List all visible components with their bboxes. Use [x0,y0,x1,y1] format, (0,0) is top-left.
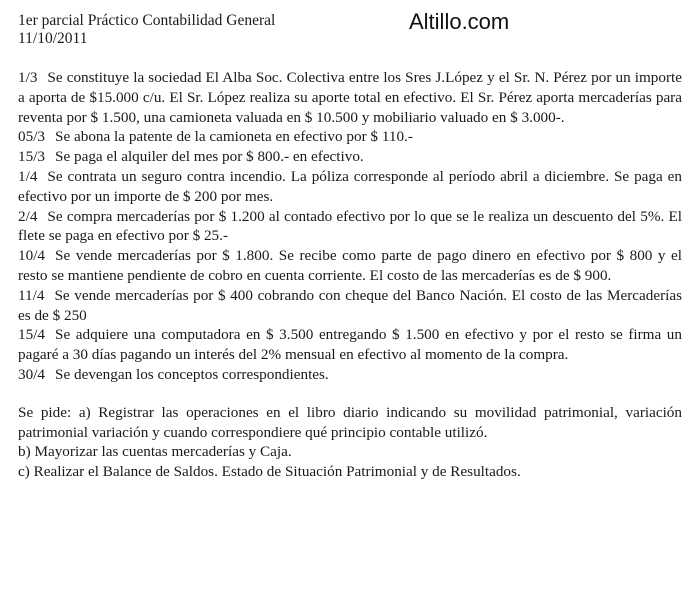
document-header [18,12,275,48]
operation-date: 15/4 [18,326,46,344]
operation-date: 15/3 [18,148,46,166]
operation-text: Se devengan los conceptos correspondientes. [55,365,329,383]
operation-date: 11/4 [18,286,45,304]
operation-text: Se compra mercaderías por $ 1.200 al contado efectivo por lo que se le realiza un descuento del 5%. El flete se paga en efectivo por $ 25.- [18,207,682,245]
operation-text: Se adquiere una computadora en $ 3.500 entregando $ 1.500 en efectivo y por el resto se firma un pagaré a 30 días pagando un interés del 2% mensual en efectivo al momento de la compra. [18,326,682,364]
section-spacer [18,385,682,403]
operation-text: Se paga el alquiler del mes por $ 800.- en efectivo. [55,148,364,166]
operation-date: 2/4 [18,207,38,225]
task-b: b) Mayorizar las cuentas mercaderías y Caja. [18,443,292,461]
operation-item [18,365,682,385]
operation-text: Se constituye la sociedad El Alba Soc. Colectiva entre los Sres J.López y el Sr. N. Pérez por un importe a aporta de $15.000 c/u. El Sr. López realiza su aporte total en efectivo. El Sr. Pérez aporta mercaderías para reventa por $ 1.500, una camioneta valuada en $ 10.500 y mobiliario valuado en $ 3.000-. [18,69,682,126]
exam-body [18,68,682,482]
operation-text: Se vende mercaderías por $ 400 cobrando con cheque del Banco Nación. El costo de las Mercaderías es de $ 250 [18,286,682,324]
task-c: c) Realizar el Balance de Saldos. Estado de Situación Patrimonial y de Resultados. [18,463,521,481]
operation-item [18,68,682,127]
operation-item [18,286,682,326]
operation-item [18,207,682,247]
watermark-brand: Altillo.com [409,9,510,34]
operation-item [18,147,682,167]
operation-date: 1/4 [18,167,38,185]
operation-date: 10/4 [18,247,46,265]
operation-item [18,246,682,286]
exam-date: 11/10/2011 [18,30,88,47]
operation-text: Se contrata un seguro contra incendio. La póliza corresponde al período abril a diciembre. Se paga en efectivo por un importe de $ 200 por mes. [18,167,682,205]
exam-title: 1er parcial Práctico Contabilidad General [18,12,276,29]
operation-text: Se vende mercaderías por $ 1.800. Se recibe como parte de pago dinero en efectivo por $ 800 y el resto se mantiene pendiente de cobro en cuenta corriente. El costo de las mercaderías es de $ 900. [18,247,682,284]
task-a: Se pide: a) Registrar las operaciones en el libro diario indicando su movilidad patrimonial, variación patrimonial variación y cuando correspondiere qué principio contable utilizó. [18,403,682,441]
operation-text: Se abona la patente de la camioneta en efectivo por $ 110.- [55,128,413,146]
operation-item [18,167,682,207]
operation-item [18,127,682,147]
operation-date: 30/4 [18,365,46,383]
operation-date: 05/3 [18,128,46,146]
operation-date: 1/3 [18,69,38,86]
operation-item [18,325,682,365]
